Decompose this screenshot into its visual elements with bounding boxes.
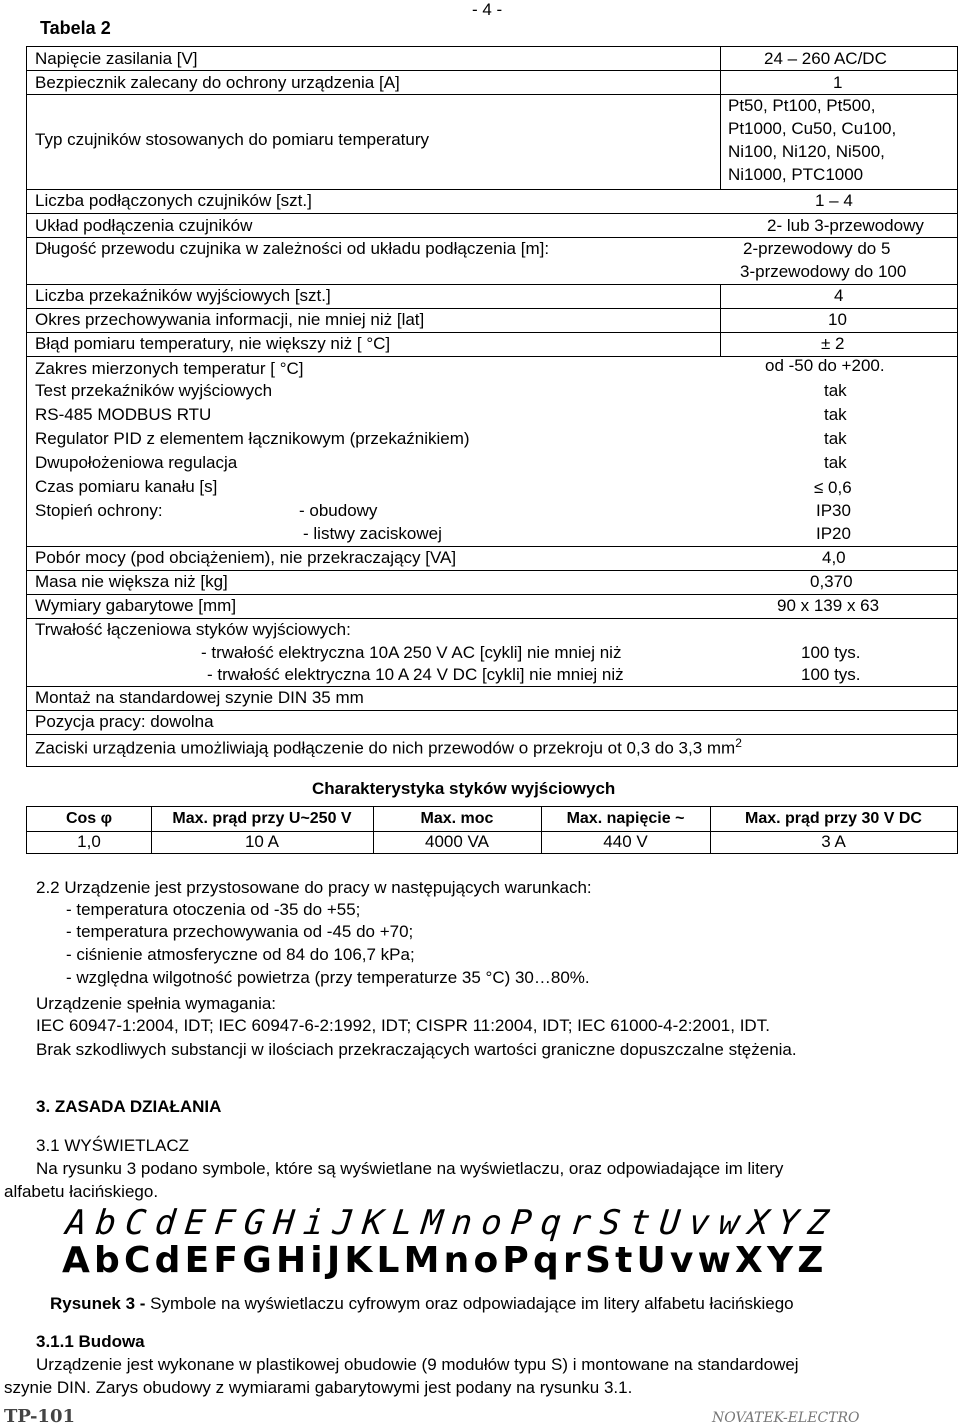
contacts-value-row: 1,0 10 A 4000 VA 440 V 3 A — [77, 832, 846, 851]
spec-row: Pobór mocy (pod obciążeniem), nie przekraczający [VA] 4,0 — [27, 547, 957, 571]
spec-row: Liczba przekaźników wyjściowych [szt.] 4 — [27, 285, 957, 309]
segment-display-symbols: AbCdEFGHiJKLMnoPqrStUvwXYZ — [63, 1203, 840, 1243]
build-title: 3.1.1 Budowa — [36, 1332, 145, 1351]
spec-row: Zakres mierzonych temperatur [ °C] od -50 do +200. — [35, 356, 885, 378]
spec-table — [26, 46, 958, 767]
display-text: alfabetu łacińskiego. — [4, 1182, 159, 1201]
display-text: Na rysunku 3 podano symbole, które są wyświetlane na wyświetlaczu, oraz odpowiadające im litery — [36, 1159, 784, 1178]
spec-row: RS-485 MODBUS RTU tak — [35, 405, 847, 424]
requirements-title: Urządzenie spełnia wymagania: — [36, 994, 277, 1013]
latin-letters: AbCdEFGHiJKLMnoPqrStUvwXYZ — [62, 1240, 828, 1281]
footer-brand: NOVATEK-ELECTRO — [712, 1410, 860, 1426]
condition-item: - ciśnienie atmosferyczne od 84 do 106,7 kPa; — [66, 945, 415, 964]
spec-row: Błąd pomiaru temperatury, nie większy niż [ °C] ± 2 — [27, 333, 957, 357]
page-number: - 4 - — [472, 0, 503, 19]
spec-row: Dwupołożeniowa regulacja tak — [35, 453, 847, 472]
figure-caption: Rysunek 3 - Symbole na wyświetlaczu cyfrowym oraz odpowiadające im litery alfabetu łacińskiego — [50, 1294, 794, 1313]
spec-row: Stopień ochrony: - obudowy - listwy zaciskowej IP30 IP20 — [27, 501, 957, 547]
spec-row: Bezpiecznik zalecany do ochrony urządzenia [A] 1 — [27, 71, 957, 95]
contacts-header-row: Cos φ Max. prąd przy U~250 V Max. moc Max. napięcie ~ Max. prąd przy 30 V DC — [27, 807, 957, 832]
spec-row: Zaciski urządzenia umożliwiają podłączenie do nich przewodów o przekroju ot 0,3 do 3,3 $mm^2$ — [35, 736, 742, 758]
spec-row: Trwałość łączeniowa styków wyjściowych: - trwałość elektryczna 10A 250 V AC [cykli] nie mniej niż - trwałość elektryczna 10 A 24 V DC [cykli] nie mniej niż 100 tys. 100 tys. — [27, 619, 957, 687]
spec-row: Okres przechowywania informacji, nie mniej niż [lat] 10 — [27, 309, 957, 333]
spec-row: Pozycja pracy: dowolna — [27, 711, 957, 735]
condition-item: - temperatura otoczenia od -35 do +55; — [66, 900, 361, 919]
contacts-title: Charakterystyka styków wyjściowych — [312, 779, 616, 798]
spec-row: Napięcie zasilania [V] 24 – 260 AC/DC — [27, 47, 957, 71]
spec-row: Wymiary gabarytowe [mm] 90 x 139 x 63 — [27, 595, 957, 619]
spec-row: Test przekaźników wyjściowych tak — [35, 381, 847, 400]
condition-item: - temperatura przechowywania od -45 do +70; — [66, 922, 414, 941]
build-text: szynie DIN. Zarys obudowy z wymiarami gabarytowymi jest podany na rysunku 3.1. — [4, 1378, 633, 1397]
conditions-intro: 2.2 Urządzenie jest przystosowane do pracy w następujących warunkach: — [36, 878, 592, 897]
rohs-text: Brak szkodliwych substancji w ilościach przekraczających wartości graniczne dopuszczalne stężenia. — [36, 1040, 797, 1059]
spec-row: Czas pomiaru kanału [s] ≤ 0,6 — [35, 477, 852, 497]
spec-row: Długość przewodu czujnika w zależności od układu podłączenia [m]: 2-przewodowy do 5 3-przewodowy do 100 — [27, 238, 957, 285]
spec-row: Masa nie większa niż [kg] 0,370 — [27, 571, 957, 595]
spec-row: Liczba podłączonych czujników [szt.] 1 – 4 — [27, 190, 957, 214]
spec-row: Montaż na standardowej szynie DIN 35 mm — [27, 687, 957, 711]
spec-row: Układ podłączenia czujników 2- lub 3-przewodowy — [27, 214, 957, 238]
footer-model: TP-101 — [4, 1406, 75, 1427]
contacts-table — [26, 806, 958, 854]
table-title: Tabela 2 — [40, 18, 111, 38]
subsection-title: 3.1 WYŚWIETLACZ — [36, 1136, 190, 1155]
standards-text: IEC 60947-1:2004, IDT; IEC 60947-6-2:1992, IDT; CISPR 11:2004, IDT; IEC 61000-4-2:2001, IDT. — [36, 1016, 770, 1035]
build-text: Urządzenie jest wykonane w plastikowej obudowie (9 modułów typu S) i montowane na standardowej — [36, 1355, 799, 1374]
spec-row: Typ czujników stosowanych do pomiaru temperatury Pt50, Pt100, Pt500, Pt1000, Cu50, Cu100, Ni100, Ni120, Ni500, Ni1000, PTC1000 — [27, 95, 957, 190]
condition-item: - względna wilgotność powietrza (przy temperaturze 35 °C) 30…80%. — [66, 968, 590, 987]
section-title: 3. ZASADA DZIAŁANIA — [36, 1097, 222, 1116]
spec-row: Regulator PID z elementem łącznikowym (przekaźnikiem) tak — [35, 429, 847, 448]
